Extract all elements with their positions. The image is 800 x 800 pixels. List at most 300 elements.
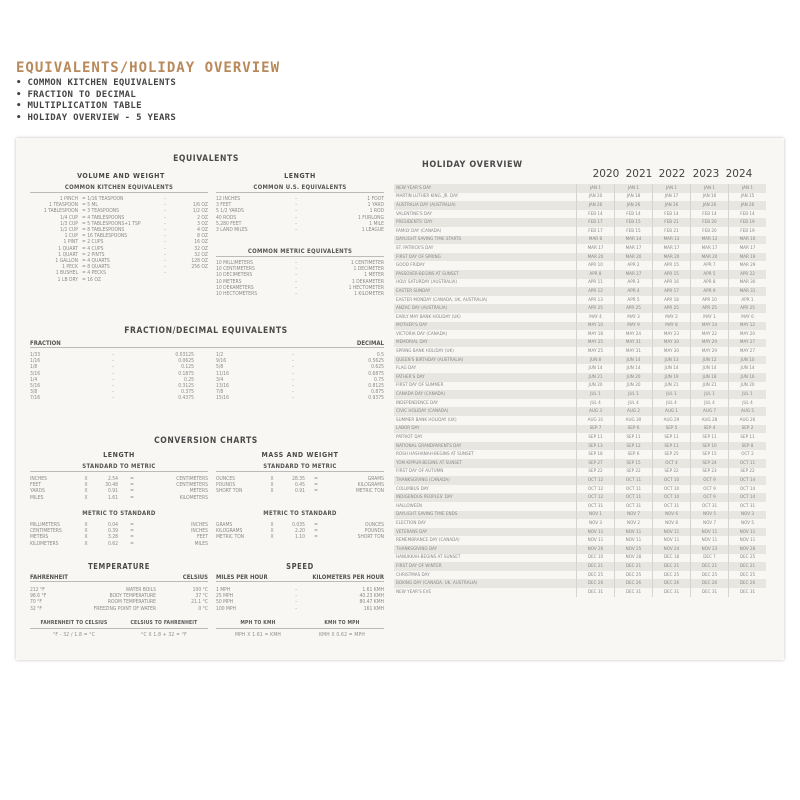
len-b1: MILLIMETERS CENTIMETERS METERS KILOMETERS [30, 522, 62, 547]
holiday-row [394, 210, 766, 219]
holiday-name: ROSH HASHANAH-BEGINS AT SUNSET [396, 452, 474, 458]
holiday-row [394, 433, 766, 442]
holiday-name: QUEEN'S BIRTHDAY (AUSTRALIA) [394, 356, 577, 365]
holiday-name: INDIGENOUS PEOPLES' DAY [394, 493, 577, 502]
len-b2: X X X X [84, 522, 88, 547]
holiday-date: SEP 11 [615, 433, 653, 442]
holiday-date: SEP 5 [653, 425, 691, 434]
length-metric-std-subtitle: METRIC TO STANDARD [82, 510, 156, 517]
fraction-col-a: 1/33 1/16 1/8 3/16 1/4 5/16 3/8 7/16 [30, 352, 41, 402]
holiday-date: MAY 27 [729, 339, 767, 348]
kitchen-equivalents-subtitle: COMMON KITCHEN EQUIVALENTS [30, 184, 208, 193]
holiday-date: MAY 23 [653, 330, 691, 339]
holiday-date: JAN 20 [577, 193, 615, 202]
kitchen-col-qty: 1 PINCH 1 TEASPOON 1 TABLESPOON 1/4 CUP 1/3 CUP 1/2 CUP 1 CUP 1 PINT 1 QUART 1 QUART 1 GALLON 1 PECK 1 BUSHEL 1 LB DRY [43, 196, 78, 283]
holiday-date: NOV 11 [615, 528, 653, 537]
holiday-row [394, 459, 766, 468]
holiday-name: HOLY SATURDAY (AUSTRALIA) [396, 280, 457, 286]
holiday-row [394, 322, 766, 331]
holiday-date: JUN 12 [691, 356, 729, 365]
holiday-date: FEB 14 [729, 210, 767, 219]
len-b4: = = = = [130, 522, 134, 547]
holiday-date: MAY 3 [615, 313, 653, 322]
holiday-date: DEC 10 [577, 554, 615, 563]
holiday-row [394, 193, 766, 202]
fraction-col-dash-b: - - - - - - - - [292, 352, 294, 402]
year-2021: 2021 [625, 168, 653, 180]
holiday-date: APR 1 [729, 296, 767, 305]
holiday-date: SEP 10 [691, 442, 729, 451]
holiday-date: FEB 14 [615, 210, 653, 219]
holiday-date: MAR 13 [653, 236, 691, 245]
holiday-name: CIVIC HOLIDAY (CANADA) [394, 407, 577, 416]
holiday-date: NOV 5 [691, 511, 729, 520]
holiday-date: MAR 17 [729, 244, 767, 253]
holiday-date: OCT 12 [577, 476, 615, 485]
holiday-name: FIRST DAY OF SUMMER [396, 383, 444, 389]
mass-b2: X X X [270, 522, 274, 541]
holiday-name: SUMMER BANK HOLIDAY (UK) [396, 417, 457, 423]
holiday-date: MAR 20 [615, 253, 653, 262]
holiday-date: MAY 31 [615, 347, 653, 356]
fraction-col-b: 1/2 9/16 5/8 11/16 3/4 13/16 7/8 15/16 [216, 352, 229, 402]
holiday-date: JUN 14 [615, 364, 653, 373]
holiday-date: OCT 9 [691, 493, 729, 502]
holiday-date: JUL 4 [615, 399, 653, 408]
holiday-date: APR 8 [691, 279, 729, 288]
holiday-row [394, 339, 766, 348]
length-title: LENGTH [284, 172, 316, 180]
holiday-name: FATHER'S DAY [394, 373, 577, 382]
us-col-a: 12 INCHES 3 FEET 5 1/2 YARDS 40 RODS 5,280 FEET 3 LAND MILES [216, 196, 248, 234]
holiday-row [394, 579, 766, 588]
holiday-date: JAN 17 [653, 193, 691, 202]
holiday-date: AUG 29 [653, 416, 691, 425]
volume-weight-title: VOLUME AND WEIGHT [77, 172, 165, 180]
f-to-c-title: FAHRENHEIT TO CELSIUS [40, 620, 108, 626]
holiday-name: VALENTINE'S DAY [396, 211, 432, 217]
holiday-name: PATRIOT DAY [396, 435, 423, 441]
holiday-date: DEC 26 [691, 579, 729, 588]
holiday-name: ANZAC DAY (AUSTRALIA) [394, 304, 577, 313]
mass-a3: 28.35 0.45 0.91 [292, 476, 305, 495]
holiday-date: DEC 31 [615, 588, 653, 597]
page-title: EQUIVALENTS/HOLIDAY OVERVIEW [16, 60, 281, 76]
holiday-row [394, 493, 766, 502]
holiday-row [394, 399, 766, 408]
holiday-date: FEB 14 [653, 210, 691, 219]
holiday-date: OCT 9 [691, 476, 729, 485]
holiday-row [394, 184, 766, 193]
holiday-date: SEP 11 [577, 433, 615, 442]
holiday-date: DEC 25 [729, 554, 767, 563]
header [16, 60, 280, 124]
holiday-date: MAR 30 [729, 279, 767, 288]
holiday-date: JUN 21 [577, 373, 615, 382]
holiday-date: APR 7 [691, 261, 729, 270]
holiday-date: AUG 5 [729, 407, 767, 416]
holiday-date: DEC 31 [577, 588, 615, 597]
holiday-date: SEP 22 [653, 468, 691, 477]
holiday-date: FEB 17 [577, 227, 615, 236]
holiday-date: SEP 18 [577, 450, 615, 459]
holiday-row [394, 519, 766, 528]
holiday-date: JAN 1 [691, 184, 729, 193]
holiday-date: DEC 31 [691, 588, 729, 597]
year-2024: 2024 [725, 168, 753, 180]
len-a5: CENTIMETERS CENTIMETERS METERS KILOMETERS [176, 476, 208, 501]
holiday-date: JUN 14 [729, 364, 767, 373]
holiday-date: AUG 28 [691, 416, 729, 425]
holiday-date: MAY 8 [653, 322, 691, 331]
holiday-name: NEW YEAR'S DAY [394, 184, 577, 193]
year-2022: 2022 [658, 168, 686, 180]
holiday-date: APR 25 [729, 304, 767, 313]
holiday-date: NOV 11 [691, 528, 729, 537]
temp-f-col: 212 °F 98.6 °F 70 °F 32 °F [30, 587, 47, 612]
holiday-date: JUN 21 [691, 382, 729, 391]
holiday-date: OCT 31 [577, 502, 615, 511]
len-a2: X X X X [84, 476, 88, 501]
holiday-date: NOV 11 [577, 536, 615, 545]
holiday-date: MAY 25 [577, 347, 615, 356]
holiday-date: DEC 26 [577, 579, 615, 588]
holiday-date: JUL 4 [691, 399, 729, 408]
holiday-row [394, 296, 766, 305]
holiday-date: MAR 17 [615, 244, 653, 253]
holiday-row [394, 425, 766, 434]
holiday-date: JAN 26 [577, 201, 615, 210]
holiday-date: JUN 21 [653, 382, 691, 391]
holiday-name: SPRING BANK HOLIDAY (UK) [396, 349, 454, 355]
holiday-name: NATIONAL GRANDPARENTS DAY [394, 442, 577, 451]
planner-page [16, 138, 784, 660]
holiday-name: HANUKKAH-BEGINS AT SUNSET [396, 555, 461, 561]
holiday-date: MAR 31 [729, 287, 767, 296]
holiday-date: OCT 9 [691, 485, 729, 494]
holiday-date: NOV 24 [653, 545, 691, 554]
holiday-date: NOV 3 [577, 519, 615, 528]
holiday-date: MAR 29 [729, 261, 767, 270]
mass-a1: OUNCES POUNDS SHORT TON [216, 476, 243, 495]
holiday-date: MAY 22 [691, 330, 729, 339]
holiday-date: MAY 27 [729, 347, 767, 356]
holiday-overview-title: HOLIDAY OVERVIEW [422, 160, 523, 170]
holiday-name: YOM KIPPUR-BEGINS AT SUNSET [394, 459, 577, 468]
holiday-date: SEP 23 [691, 468, 729, 477]
holiday-date: JUL 4 [653, 399, 691, 408]
holiday-date: MAR 8 [577, 236, 615, 245]
speed-title: SPEED [286, 562, 314, 571]
holiday-name: THANKSGIVING (CANADA) [394, 476, 577, 485]
holiday-date: MAR 17 [577, 244, 615, 253]
c-to-f-formula: °C X 1.8 + 32 = °F [141, 632, 187, 638]
metric-col-b: 1 CENTIMETER 1 DECIMETER 1 METER 1 DEKAMETER 1 HECTOMETER 1 KILOMETER [348, 260, 384, 298]
holiday-date: SEP 6 [615, 450, 653, 459]
bullet-item: • HOLIDAY OVERVIEW - 5 YEARS [16, 113, 280, 125]
celsius-label: CELSIUS [182, 574, 208, 581]
holiday-date: AUG 2 [615, 407, 653, 416]
holiday-date: JAN 1 [577, 184, 615, 193]
holiday-date: OCT 4 [653, 459, 691, 468]
holiday-name: VICTORIA DAY (CANADA) [396, 331, 448, 337]
holiday-row [394, 364, 766, 373]
conv-length-title: LENGTH [103, 451, 135, 459]
holiday-date: OCT 14 [729, 476, 767, 485]
holiday-date: MAY 4 [577, 313, 615, 322]
holiday-date: OCT 31 [615, 502, 653, 511]
holiday-date: NOV 11 [577, 528, 615, 537]
holiday-date: NOV 8 [653, 519, 691, 528]
holiday-date: JUN 10 [729, 356, 767, 365]
holiday-date: JUN 16 [729, 373, 767, 382]
holiday-row [394, 382, 766, 391]
holiday-name: EASTER MONDAY (CANADA, UK, AUSTRALIA) [396, 297, 488, 303]
holiday-date: APR 16 [653, 279, 691, 288]
holiday-date: MAY 24 [615, 330, 653, 339]
holiday-row [394, 407, 766, 416]
holiday-date: OCT 11 [615, 485, 653, 494]
year-2023: 2023 [692, 168, 720, 180]
temp-desc-col: WATER BOILS BODY TEMPERATURE ROOM TEMPERATURE FREEZING POINT OF WATER [93, 587, 156, 612]
holiday-date: JAN 16 [691, 193, 729, 202]
decimal-col-a: 0.03125 0.0625 0.125 0.1875 0.25 0.3125 0.375 0.4375 [175, 352, 194, 402]
holiday-date: SEP 13 [577, 442, 615, 451]
mass-a5: GRAMS KILOGRAMS METRIC TON [355, 476, 384, 495]
holiday-date: SEP 11 [729, 433, 767, 442]
us-col-dash: - - - - - - [295, 196, 297, 234]
holiday-date: APR 15 [653, 270, 691, 279]
holiday-name: PASSOVER-BEGINS AT SUNSET [394, 270, 577, 279]
speed-header [216, 574, 384, 582]
holiday-date: NOV 25 [615, 545, 653, 554]
holiday-date: JUL 1 [691, 390, 729, 399]
mass-b5: OUNCES POUNDS SHORT TON [357, 522, 384, 541]
mph-label: MILES PER HOUR [216, 574, 268, 581]
mass-a4: = = = [314, 476, 318, 495]
holiday-date: SEP 24 [691, 459, 729, 468]
holiday-name: MARTIN LUTHER KING, JR. DAY [396, 194, 459, 200]
fraction-col-dash-a: - - - - - - - - [112, 352, 114, 402]
holiday-name: FAMILY DAY (CANADA) [396, 228, 442, 234]
holiday-name: ELECTION DAY [396, 520, 426, 526]
holiday-date: JUL 1 [729, 390, 767, 399]
holiday-row [394, 227, 766, 236]
mph-to-kmh-formula: MPH X 1.61 = KMH [235, 632, 281, 638]
speed-mph-col: 1 MPH 25 MPH 50 MPH 100 MPH [216, 587, 236, 612]
holiday-date: NOV 7 [691, 519, 729, 528]
mass-std-metric-subtitle: STANDARD TO METRIC [216, 463, 384, 472]
holiday-date: JUL 1 [615, 390, 653, 399]
holiday-date: NOV 11 [729, 528, 767, 537]
holiday-row [394, 253, 766, 262]
bullet-item: • MULTIPLICATION TABLE [16, 101, 280, 113]
mass-metric-std-subtitle: METRIC TO STANDARD [263, 510, 337, 517]
holiday-date: MAY 10 [577, 322, 615, 331]
holiday-date: JAN 1 [653, 184, 691, 193]
holiday-date: SEP 11 [653, 433, 691, 442]
temperature-header [30, 574, 208, 582]
metric-equivalents-subtitle: COMMON METRIC EQUIVALENTS [216, 248, 384, 257]
year-2020: 2020 [592, 168, 620, 180]
holiday-name: FIRST DAY OF AUTUMN [396, 469, 444, 475]
fahrenheit-label: FAHRENHEIT [30, 574, 68, 581]
holiday-date: APR 22 [729, 270, 767, 279]
header-bullets [16, 78, 280, 124]
holiday-date: APR 4 [615, 287, 653, 296]
holiday-date: DEC 21 [729, 562, 767, 571]
holiday-date: SEP 11 [691, 433, 729, 442]
holiday-date: MAY 29 [691, 339, 729, 348]
mass-b1: GRAMS KILOGRAMS METRIC TON [216, 522, 245, 541]
holiday-date: JAN 26 [615, 201, 653, 210]
holiday-date: NOV 11 [653, 536, 691, 545]
holiday-date: MAY 18 [577, 330, 615, 339]
kmh-to-mph-formula: KMH X 0.62 = MPH [319, 632, 365, 638]
holiday-row [394, 554, 766, 563]
holiday-date: DEC 18 [653, 554, 691, 563]
us-equivalents-subtitle: COMMON U.S. EQUIVALENTS [216, 184, 384, 193]
holiday-date: JUN 14 [577, 364, 615, 373]
holiday-date: MAY 25 [577, 339, 615, 348]
holiday-date: APR 11 [577, 279, 615, 288]
holiday-date: JUN 18 [691, 373, 729, 382]
holiday-date: MAY 29 [691, 347, 729, 356]
decimal-col-b: 0.5 0.5625 0.625 0.6875 0.75 0.8125 0.875 0.9375 [368, 352, 384, 402]
holiday-row [394, 528, 766, 537]
holiday-date: JUN 20 [615, 382, 653, 391]
holiday-name: REMEMBRANCE DAY (CANADA) [396, 538, 460, 544]
holiday-date: MAY 2 [653, 313, 691, 322]
holiday-date: MAR 19 [729, 253, 767, 262]
holiday-date: OCT 14 [729, 485, 767, 494]
holiday-date: JUN 14 [691, 364, 729, 373]
holiday-name: CANADA DAY (CANADA) [394, 390, 577, 399]
holiday-name: DAYLIGHT SAVING TIME STARTS [394, 236, 577, 245]
kmh-to-mph-title: KMH TO MPH [324, 620, 360, 626]
holiday-date: SEP 25 [653, 450, 691, 459]
holiday-date: SEP 4 [691, 425, 729, 434]
holiday-date: SEP 27 [577, 459, 615, 468]
holiday-date: APR 17 [653, 287, 691, 296]
holiday-date: FEB 21 [653, 227, 691, 236]
holiday-row [394, 218, 766, 227]
holiday-row [394, 485, 766, 494]
holiday-row [394, 450, 766, 459]
holiday-row [394, 287, 766, 296]
holiday-date: DEC 26 [653, 579, 691, 588]
kitchen-col-equiv: = 1/16 TEASPOON = 5 ML = 3 TEASPOONS = 4 TABLESPOONS = 5 TABLESPOONS+1 TSP = 8 TABLESPOONS = 16 TABLESPOONS = 2 CUPS = 4 CUPS = 2 PINTS = 4 QUARTS = 8 QUARTS = 4 PECKS = 16 OZ [82, 196, 141, 283]
holiday-name: LABOR DAY [394, 425, 577, 434]
holiday-date: AUG 1 [653, 407, 691, 416]
holiday-name: THANKSGIVING DAY [394, 545, 577, 554]
holiday-date: NOV 2 [615, 519, 653, 528]
holiday-date: MAR 14 [615, 236, 653, 245]
len-a1: INCHES FEET YARDS MILES [30, 476, 47, 501]
holiday-row [394, 545, 766, 554]
holiday-date: SEP 22 [615, 468, 653, 477]
holiday-name: EARLY MAY BANK HOLIDAY (UK) [396, 314, 461, 320]
holiday-date: JAN 26 [729, 201, 767, 210]
holiday-row [394, 502, 766, 511]
holiday-date: OCT 12 [577, 493, 615, 502]
holiday-date: AUG 26 [729, 416, 767, 425]
holiday-date: NOV 5 [729, 519, 767, 528]
fraction-header-label: FRACTION [30, 340, 61, 347]
formula-divider [30, 628, 208, 629]
holiday-date: MAY 1 [691, 313, 729, 322]
holiday-name: AUSTRALIA DAY (AUSTRALIA) [394, 201, 577, 210]
holiday-date: OCT 11 [729, 459, 767, 468]
holiday-date: OCT 14 [729, 493, 767, 502]
holiday-date: APR 25 [615, 304, 653, 313]
holiday-name: VETERANS DAY [394, 528, 577, 537]
holiday-date: JAN 1 [729, 184, 767, 193]
holiday-date: MAR 10 [729, 236, 767, 245]
holiday-name: PRESIDENTS' DAY [394, 218, 577, 227]
holiday-date: NOV 3 [729, 511, 767, 520]
decimal-header-label: DECIMAL [356, 340, 384, 347]
holiday-date: JUL 4 [577, 399, 615, 408]
holiday-date: NOV 11 [653, 528, 691, 537]
holiday-date: MAY 6 [729, 313, 767, 322]
holiday-name: MEMORIAL DAY [394, 339, 577, 348]
holiday-date: FEB 15 [615, 218, 653, 227]
holiday-date: MAR 17 [691, 244, 729, 253]
holiday-date: NOV 11 [615, 536, 653, 545]
holiday-name: FIRST DAY OF WINTER [394, 562, 577, 571]
holiday-date: AUG 31 [577, 416, 615, 425]
holiday-date: OCT 31 [729, 502, 767, 511]
holiday-row [394, 390, 766, 399]
holiday-date: NOV 23 [691, 545, 729, 554]
holiday-row [394, 571, 766, 580]
holiday-date: MAY 20 [729, 330, 767, 339]
holiday-date: OCT 10 [653, 485, 691, 494]
holiday-name: MOTHER'S DAY [394, 322, 577, 331]
len-a4: = = = = [130, 476, 134, 501]
holiday-date: APR 8 [577, 270, 615, 279]
holiday-name: BOXING DAY (CANADA, UK, AUSTRALIA) [394, 579, 577, 588]
holiday-date: JUN 13 [653, 356, 691, 365]
conversion-title: CONVERSION CHARTS [154, 436, 258, 446]
holiday-date: FEB 14 [577, 210, 615, 219]
holiday-date: DEC 21 [615, 562, 653, 571]
holiday-date: APR 9 [691, 287, 729, 296]
holiday-date: DEC 21 [653, 562, 691, 571]
holiday-date: FEB 20 [691, 218, 729, 227]
holiday-date: APR 5 [615, 296, 653, 305]
holiday-date: DEC 31 [653, 588, 691, 597]
holiday-date: JUN 19 [653, 373, 691, 382]
holiday-name: FIRST DAY OF SPRING [394, 253, 577, 262]
holiday-date: JUL 4 [729, 399, 767, 408]
holiday-date: DEC 31 [729, 588, 767, 597]
len-a3: 2.54 30.48 0.91 1.61 [105, 476, 118, 501]
holiday-date: APR 25 [577, 304, 615, 313]
holiday-date: OCT 10 [653, 476, 691, 485]
holiday-date: NOV 7 [615, 511, 653, 520]
holiday-date: OCT 10 [653, 493, 691, 502]
holiday-date: JUN 8 [577, 356, 615, 365]
holiday-date: DEC 26 [615, 579, 653, 588]
len-b5: INCHES INCHES FEET MILES [191, 522, 208, 547]
holiday-date: OCT 31 [691, 502, 729, 511]
holiday-date: FEB 17 [577, 218, 615, 227]
holiday-name: HALLOWEEN [396, 503, 423, 509]
holiday-date: SEP 2 [729, 425, 767, 434]
holiday-date: SEP 8 [729, 442, 767, 451]
